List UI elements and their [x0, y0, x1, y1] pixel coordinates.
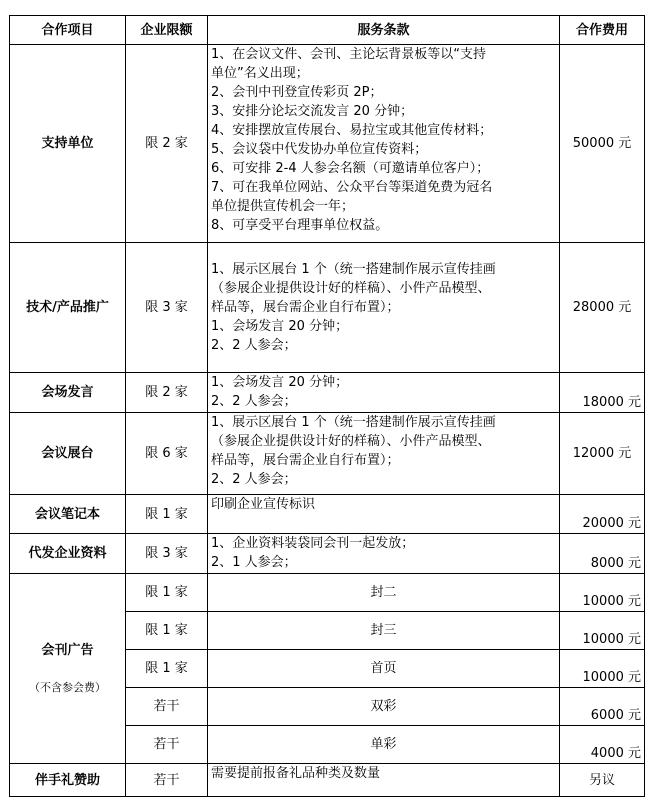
term-line: 印刷企业宣传标识	[211, 497, 316, 512]
enterprise-limit: 限 2 家	[126, 373, 208, 413]
project-name: 支持单位	[10, 45, 126, 243]
enterprise-limit: 限 1 家	[126, 495, 208, 534]
term-line: 单位提供宣传机会一年；	[211, 199, 355, 214]
term-line: 2、2 人参会；	[211, 394, 297, 409]
fee: 8000 元	[560, 534, 645, 574]
ad-position: 单彩	[208, 726, 560, 764]
term-line: 2、会刊中刊登宣传彩页 2P；	[211, 85, 383, 100]
table-row	[10, 534, 645, 574]
term-line: 1、在会议文件、会刊、主论坛背景板等以“支持	[211, 47, 487, 62]
term-line: 4、安排摆放宣传展台、易拉宝或其他宣传材料；	[211, 123, 493, 138]
table-row	[10, 45, 645, 243]
header-row	[10, 16, 645, 45]
fee: 4000 元	[560, 726, 645, 764]
ad-position: 封三	[208, 612, 560, 650]
project-name: 代发企业资料	[10, 534, 126, 574]
enterprise-limit: 限 3 家	[126, 243, 208, 373]
ads-title: 会刊广告	[41, 642, 94, 658]
term-line: 2、2 人参会；	[211, 338, 297, 353]
service-terms	[208, 243, 560, 373]
sponsorship-table	[9, 15, 645, 797]
service-terms	[208, 534, 560, 574]
table-row	[10, 373, 645, 413]
enterprise-limit: 限 1 家	[126, 612, 208, 650]
fee: 50000 元	[560, 45, 645, 243]
ad-position: 双彩	[208, 688, 560, 726]
fee: 28000 元	[560, 243, 645, 373]
project-name: 技术/产品推广	[10, 243, 126, 373]
enterprise-limit: 限 2 家	[126, 45, 208, 243]
term-line: 1、会场发言 20 分钟；	[211, 319, 349, 334]
term-line: （参展企业提供设计好的样稿）、小件产品模型、	[211, 281, 491, 296]
term-line: 单位”名义出现；	[211, 66, 309, 81]
table-row	[10, 574, 645, 612]
ad-position: 首页	[208, 650, 560, 688]
term-line: 样品等，展台需企业自行布置）；	[211, 453, 400, 468]
term-line: 1、企业资料装袋同会刊一起发放；	[211, 536, 415, 551]
fee: 20000 元	[560, 495, 645, 534]
project-name-ads	[10, 574, 126, 764]
table-row	[10, 764, 645, 797]
ads-note: （不含参会费）	[29, 680, 106, 694]
header-fee: 合作费用	[560, 16, 645, 45]
fee: 6000 元	[560, 688, 645, 726]
service-terms	[208, 45, 560, 243]
term-line: （参展企业提供设计好的样稿）、小件产品模型、	[211, 434, 491, 449]
table-row	[10, 413, 645, 495]
project-name: 伴手礼赞助	[10, 764, 126, 797]
term-line: 1、展示区展台 1 个（统一搭建制作展示宣传挂画	[211, 262, 496, 277]
header-project: 合作项目	[10, 16, 126, 45]
enterprise-limit: 限 1 家	[126, 574, 208, 612]
table-row	[10, 495, 645, 534]
enterprise-limit: 限 6 家	[126, 413, 208, 495]
term-line: 7、可在我单位网站、公众平台等渠道免费为冠名	[211, 180, 493, 195]
term-line: 5、会议袋中代发协办单位宣传资料；	[211, 142, 428, 157]
enterprise-limit: 若干	[126, 764, 208, 797]
project-name: 会议笔记本	[10, 495, 126, 534]
enterprise-limit: 若干	[126, 726, 208, 764]
fee: 10000 元	[560, 574, 645, 612]
term-line: 1、会场发言 20 分钟；	[211, 375, 349, 390]
ad-position: 封二	[208, 574, 560, 612]
fee: 另议	[560, 764, 645, 797]
service-terms: 需要提前报备礼品种类及数量	[208, 764, 560, 797]
project-name: 会议展台	[10, 413, 126, 495]
term-line: 6、可安排 2-4 人参会名额（可邀请单位客户）；	[211, 161, 490, 176]
fee: 10000 元	[560, 650, 645, 688]
term-line: 1、展示区展台 1 个（统一搭建制作展示宣传挂画	[211, 415, 496, 430]
fee: 12000 元	[560, 413, 645, 495]
enterprise-limit: 若干	[126, 688, 208, 726]
header-limit: 企业限额	[126, 16, 208, 45]
service-terms	[208, 373, 560, 413]
term-line: 2、1 人参会；	[211, 555, 297, 570]
table-row	[10, 243, 645, 373]
header-terms: 服务条款	[208, 16, 560, 45]
project-name: 会场发言	[10, 373, 126, 413]
fee: 18000 元	[560, 373, 645, 413]
fee: 10000 元	[560, 612, 645, 650]
service-terms	[208, 495, 560, 534]
term-line: 样品等，展台需企业自行布置）；	[211, 300, 400, 315]
term-line: 3、安排分论坛交流发言 20 分钟；	[211, 104, 414, 119]
enterprise-limit: 限 1 家	[126, 650, 208, 688]
service-terms	[208, 413, 560, 495]
term-line: 2、2 人参会；	[211, 472, 297, 487]
enterprise-limit: 限 3 家	[126, 534, 208, 574]
term-line: 8、可享受平台理事单位权益。	[211, 218, 389, 233]
